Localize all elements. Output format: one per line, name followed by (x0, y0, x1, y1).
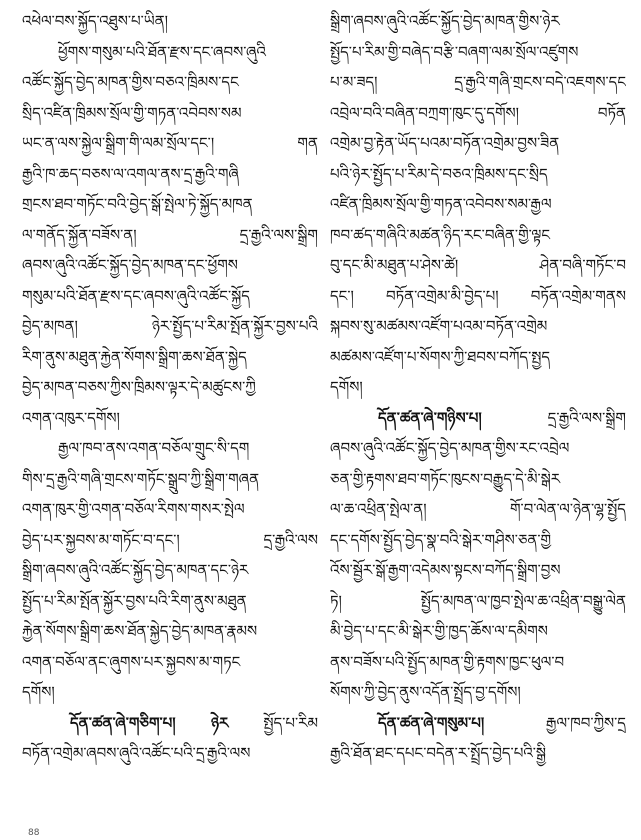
text-line: འཛིན་ཁྲིམས་སྲོལ་གྱི་གཏན་འབེབས་སམ་རྒྱལ (330, 195, 552, 213)
page-number: 88 (28, 828, 40, 838)
text-line: ཕྱོགས་གསུམ་པའི་ཐོན་རྫས་དང་ཞབས་ཞུའི (58, 42, 266, 61)
text-line: བྱེད་མཁན་བཅས་ཀྱིས་ཁྲིམས་ལྟར་དེ་མཚུངས་ཀྱི (22, 378, 256, 396)
text-line: བུ་དང་མི་མཐུན་པ་ཤེས་ཚེ། ཤེན་བཞི་གཏོང་བ (330, 256, 626, 274)
text-line: ཏེ། སྤྱོད་མཁན་ལ་ཁྱབ་སྤེལ་ཆ་འཕྲིན་བསྒྱུ་ལེན (330, 591, 626, 610)
text-line: འབྲེལ་བའི་བཞིན་བཀྲག་ཁུང་དུ་དགོས། བཏོན (330, 103, 626, 122)
article-heading-line (22, 708, 318, 739)
text-line: ནས་བཟོས་པའི་སྤྱོད་མཁན་གྱི་རྟགས་ཁྱང་ཕུལ་བ (330, 652, 565, 671)
text-line: དགོས། (330, 378, 363, 396)
text-line: སྐབས་སུ་མཚམས་འཛོག་པའམ་བཏོན་འགྲེམ (330, 317, 548, 335)
text-line: སོགས་ཀྱི་བྱེད་ནུས་འདོན་སྤྲོད་བྱ་དགོས། (330, 683, 521, 701)
article-heading: དོན་ཚན་ཞེ་གསུམ་པ། (378, 713, 485, 732)
text-line: བྱེད་མཁན། ཉེར་སྤྱོད་པ་རིམ་སྤོན་སྐྱོར་བྱས་པའི (22, 317, 318, 335)
right-column (330, 6, 626, 769)
text-line: པའི་ཉེར་སྤྱོད་པ་རིམ་དེ་བཅའ་ཁྲིམས་དང་སྲིད (330, 164, 548, 183)
text-line: རྒྱའི་ཐོན་ཐང་དཔང་བདེན་ར་སྤྲོད་བྱེད་པའི་སྒྱི (330, 744, 547, 762)
text-line: སྤྱོད་པ་རིམ་སྤོན་སྐྱོར་བྱས་པའི་རིག་ནུས་མཐུན (22, 591, 247, 610)
text-line: རྒྱལ་ཁབ་ནས་འགན་བཅོལ་གྲུང་སི་དག (58, 439, 250, 457)
text-line: རྐྱེན་སོགས་སྒྲིག་ཆས་ཐོན་སྐྱེད་བྱེད་མཁན་རྣམས (22, 622, 258, 640)
text-line: བཏོན་འགྲེམ་ཞབས་ཞུའི་འཚོང་པའི་དྲ་རྒྱའི་ལས (22, 744, 251, 762)
text-line: རྒྱའི་ཁ་ཆད་བཅས་ལ་འགལ་ནས་དྲ་རྒྱའི་གཞི (22, 164, 239, 183)
text-line: དང་། བཏོན་འགྲེམ་མི་བྱེད་པ། བཏོན་འགྲེམ་གནས (330, 286, 626, 305)
text-line: པ་མ་ཟད། དྲ་རྒྱའི་གཞི་གྲངས་བདེ་འཇགས་དང (330, 73, 626, 91)
text-line: འགན་འཁུར་དགོས། (22, 408, 120, 427)
text-line: འཕེལ་བས་སྐྱོད་འཐུས་པ་ཡིན། (22, 12, 168, 30)
text-line: གིས་དྲ་རྒྱའི་གཞི་གྲངས་གཏོང་སྒྲུབ་ཀྱི་སྒྲིག་གཞན (22, 469, 260, 488)
article-heading: དོན་ཚན་ཞེ་གཉིས་པ། (378, 408, 482, 427)
text-line: རིག་ནུས་མཐུན་རྐྱེན་སོགས་སྒྲིག་ཆས་ཐོན་སྐྱེད (22, 347, 247, 366)
text-run: དྲ་རྒྱའི་ལས་སྒྲིག (547, 408, 626, 427)
text-line: མི་བྱེད་པ་དང་མི་སྒེར་གྱི་ཁྱད་ཆོས་ལ་དམིགས (330, 622, 548, 640)
text-line: འགན་ཁུར་གྱི་འགན་བཅོལ་རིགས་གསར་སྤེལ (22, 500, 245, 518)
article-heading: དོན་ཚན་ཞེ་གཅིག་པ། ཉེར (70, 713, 229, 732)
text-line: ཞབས་ཞུའི་འཚོང་སྐྱོད་བྱེད་མཁན་གྱིས་རང་འབྲེལ (330, 439, 570, 457)
text-line: དང་དགོས་སྤྱོད་བྱེད་སྣ་བའི་སྒེར་གཤིས་ཅན་གྱི (330, 530, 552, 549)
text-line: དགོས། (22, 683, 55, 701)
left-column (22, 6, 318, 769)
text-line: ཡང་ན་ལས་སྐྱེལ་སྒྲིག་གི་ལམ་སྲོལ་དང་། གན (22, 134, 318, 152)
text-line: ཞབས་ཞུའི་འཚོང་སྐྱོད་བྱེད་མཁན་དང་ཕྱོགས (22, 256, 238, 274)
text-line: གྲངས་ཐབ་གཏོང་བའི་བྱེད་སྒོ་སྤེལ་ཏེ་སྐྱོད་མཁན (22, 195, 253, 213)
text-line: འཚོང་སྐྱོད་བྱེད་མཁན་གྱིས་བཅའ་ཁྲིམས་དང (22, 73, 239, 91)
text-line: བྱེད་པར་སྐྱབས་མ་གཏོང་བ་དང་། དྲ་རྒྱའི་ལས (22, 530, 318, 549)
text-run: རྒྱལ་ཁབ་ཀྱིས་དྲ (545, 713, 626, 732)
text-line: ལ་ཆ་འཕྲིན་སྤེལ་ན། གོ་བ་ལེན་ལ་ཉེན་ལྷ་སྤྱོད (330, 500, 626, 518)
article-heading-line (330, 708, 626, 739)
text-line: འགྲེམ་བྱ་རྟེན་ཡོད་པའམ་བཏོན་འགྲེམ་བྱས་ཟིན (330, 134, 560, 152)
text-line: འོས་སྦྱོར་སྒོ་རྒྱག་འདེམས་སྟངས་བཀོད་སྒྲིག་བྱས (330, 561, 561, 579)
text-line: སྒྲིག་ཞབས་ཞུའི་འཚོང་སྐྱོད་བྱེད་མཁན་དང་ཉེར (22, 561, 249, 579)
article-heading-line (330, 403, 626, 434)
text-line: ཁབ་ཚད་གཞིའི་མཚན་ཉིད་རང་བཞིན་གྱི་ལྟང (330, 225, 550, 244)
text-line: འགན་བཅོལ་ནང་ཞུགས་པར་སྐྱབས་མ་གཏང (22, 652, 241, 671)
text-line: སྤྱོད་པ་རིམ་གྱི་བཞེད་བརྩི་བཞག་ལམ་སྲོལ་འཛུགས (330, 42, 579, 61)
text-line: སྒྲིག་ཞབས་ཞུའི་འཚོང་སྐྱོད་བྱེད་མཁན་གྱིས་ཉེར (330, 12, 560, 30)
text-line: ལ་གནོད་སྐྱོན་བཟོས་ན། དྲ་རྒྱའི་ལས་སྒྲིག (22, 225, 318, 244)
text-run: སྤྱོད་པ་རིམ (263, 713, 318, 732)
text-line: མཚམས་འཛོག་པ་སོགས་ཀྱི་ཐབས་བཀོད་སྤྱད (330, 347, 551, 366)
text-line: ཅན་གྱི་རྟགས་ཐབ་གཏོང་ཁུངས་བརྒྱུད་དེ་མི་སྒེར (330, 469, 561, 488)
text-line: སྲིད་འཛིན་ཁྲིམས་སྲོལ་གྱི་གཏན་འབེབས་སམ (22, 103, 242, 122)
text-line: གསུམ་པའི་ཐོན་རྫས་དང་ཞབས་ཞུའི་འཚོང་སྐྱོད (22, 286, 250, 305)
